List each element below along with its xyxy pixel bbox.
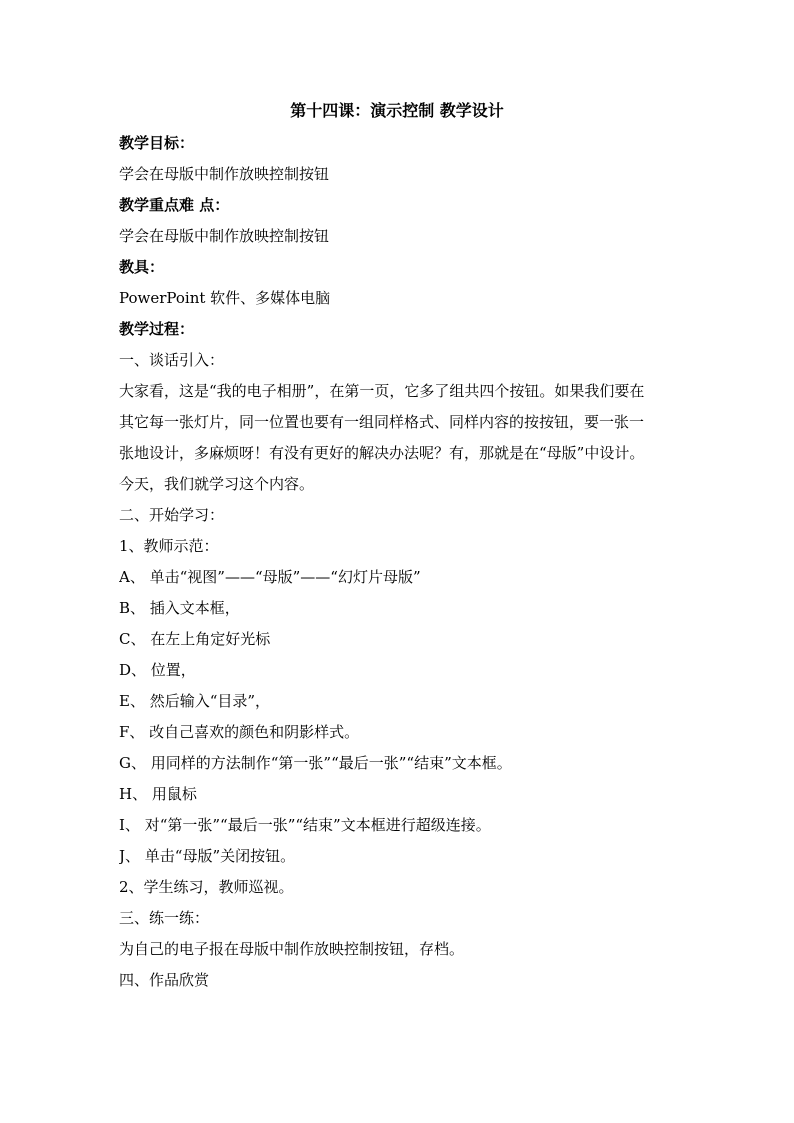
text-line: 1、教师示范： xyxy=(119,537,219,555)
section-heading: 教学过程： xyxy=(119,320,195,338)
text-line: 张地设计，多麻烦呀！有没有更好的解决办法呢？有，那就是在“母版”中设计。 xyxy=(119,444,645,462)
text-line: 学会在母版中制作放映控制按钮 xyxy=(119,227,330,245)
section-heading: 教具： xyxy=(119,258,165,276)
text-line: 三、练一练： xyxy=(119,909,210,927)
document-body xyxy=(119,128,689,996)
text-line: 为自己的电子报在母版中制作放映控制按钮，存档。 xyxy=(119,940,465,958)
section-heading: 教学重点难 点： xyxy=(119,196,230,214)
text-line: F、 改自己喜欢的颜色和阴影样式。 xyxy=(119,723,360,741)
text-line: A、 单击“视图”——“母版”——“幻灯片母版” xyxy=(119,568,421,586)
text-line: 2、学生练习，教师巡视。 xyxy=(119,878,294,896)
text-line: 一、谈话引入： xyxy=(119,351,225,369)
text-line: C、 在左上角定好光标 xyxy=(119,630,271,648)
text-line: G、 用同样的方法制作“第一张”“最后一张”“结束”文本框。 xyxy=(119,754,512,772)
text-line: E、 然后输入“目录”， xyxy=(119,692,271,710)
text-line: 今天，我们就学习这个内容。 xyxy=(119,475,315,493)
text-line: 大家看，这是“我的电子相册”，在第一页，它多了组共四个按钮。如果我们要在 xyxy=(119,382,645,400)
text-line: J、 单击“母版”关闭按钮。 xyxy=(119,847,296,865)
section-heading: 教学目标： xyxy=(119,134,195,152)
page-title: 第十四课：演示控制 教学设计 xyxy=(290,101,504,120)
text-line: PowerPoint 软件、多媒体电脑 xyxy=(119,289,331,307)
text-line: 其它每一张灯片，同一位置也要有一组同样格式、同样内容的按按钮，要一张一 xyxy=(119,413,645,431)
text-line: B、 插入文本框， xyxy=(119,599,240,617)
text-line: 学会在母版中制作放映控制按钮 xyxy=(119,165,330,183)
text-line: I、 对“第一张”“最后一张”“结束”文本框进行超级连接。 xyxy=(119,816,491,834)
text-line: 四、作品欣赏 xyxy=(119,971,210,989)
text-line: H、 用鼠标 xyxy=(119,785,197,803)
text-line: 二、开始学习： xyxy=(119,506,225,524)
text-line: D、 位置， xyxy=(119,661,196,679)
